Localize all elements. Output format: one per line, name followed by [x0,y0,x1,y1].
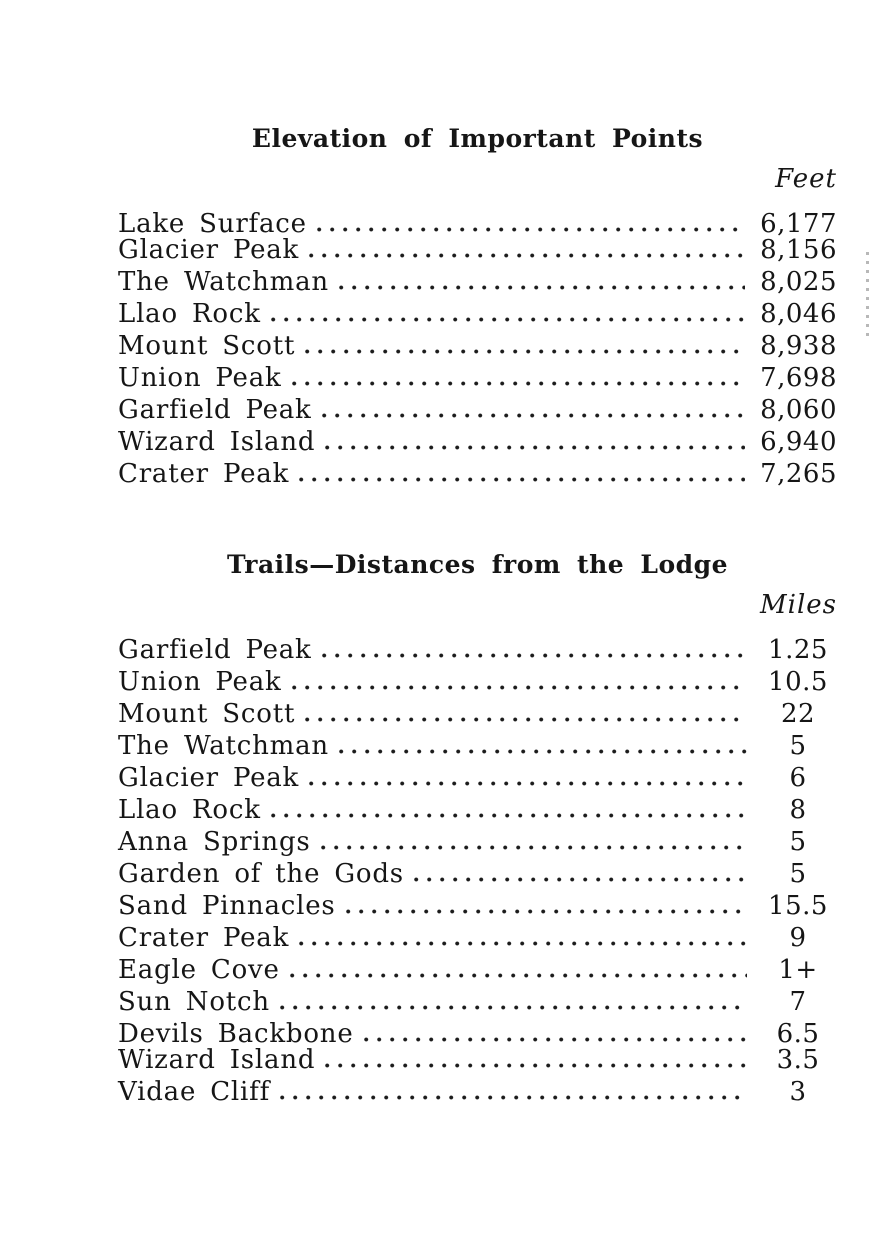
point-value: 8,046 [760,299,837,329]
unit-header-miles: Miles [760,590,837,620]
trail-name: Union Peak [118,667,282,697]
trail-value: 5 [789,731,807,761]
point-name: Glacier Peak [118,235,300,265]
trail-name: Mount Scott [118,699,296,729]
point-name: Wizard Island [118,427,316,457]
trail-value: 7 [789,987,807,1017]
table-row [118,893,837,919]
dot-leader [271,811,747,820]
point-name: Union Peak [118,363,282,393]
trail-value: 5 [789,859,807,889]
point-value: 8,938 [760,331,837,361]
dot-leader [321,843,747,852]
table-row [118,1021,837,1047]
dot-leader [339,283,745,292]
section-elevations [118,125,837,487]
scan-artifact-mark [866,252,869,336]
trail-name: Llao Rock [118,795,261,825]
trail-value: 6 [789,763,807,793]
dot-leader [290,971,747,980]
trail-name: Vidae Cliff [118,1077,271,1107]
table-row [118,1047,837,1073]
trail-name: Eagle Cove [118,955,280,985]
point-name: The Watchman [118,267,329,297]
trail-name: Wizard Island [118,1045,316,1075]
dot-leader [325,1061,747,1070]
unit-header-feet: Feet [775,164,837,194]
table-row [118,957,837,983]
trail-value: 1.25 [768,635,828,665]
trail-name: The Watchman [118,731,329,761]
elevation-table [118,211,837,487]
point-value: 8,156 [760,235,837,265]
trail-value: 5 [789,827,807,857]
point-name: Mount Scott [118,331,296,361]
section-title-elevations: Elevation of Important Points [251,124,704,153]
trail-name: Crater Peak [118,923,290,953]
trails-table [118,637,837,1105]
table-row [118,733,837,759]
table-row [118,237,837,263]
table-row [118,397,837,423]
trail-name: Sun Notch [118,987,270,1017]
point-name: Crater Peak [118,459,290,489]
trail-value: 9 [789,923,807,953]
table-row [118,429,837,455]
dot-leader [280,1003,747,1012]
table-row [118,989,837,1015]
table-row [118,797,837,823]
dot-leader [364,1035,747,1044]
trail-name: Garfield Peak [118,635,312,665]
trail-value: 6.5 [776,1019,820,1049]
trail-name: Sand Pinnacles [118,891,336,921]
trail-value: 8 [789,795,807,825]
dot-leader [322,651,747,660]
point-value: 8,025 [760,267,837,297]
table-row [118,301,837,327]
table-row [118,701,837,727]
table-row [118,269,837,295]
dot-leader [346,907,747,916]
table-row [118,333,837,359]
point-value: 7,698 [760,363,837,393]
table-row [118,1079,837,1105]
trail-name: Anna Springs [118,827,311,857]
table-row [118,637,837,663]
table-row [118,861,837,887]
trail-value: 1+ [778,955,818,985]
table-row [118,211,837,237]
section-trails [118,551,837,1105]
dot-leader [309,251,745,260]
dot-leader [317,225,745,234]
dot-leader [322,411,745,420]
point-value: 7,265 [760,459,837,489]
dot-leader [299,475,745,484]
trail-name: Garden of the Gods [118,859,404,889]
dot-leader [414,875,747,884]
dot-leader [305,347,745,356]
trail-value: 22 [780,699,816,729]
point-name: Llao Rock [118,299,261,329]
table-row [118,765,837,791]
table-row [118,925,837,951]
dot-leader [292,683,747,692]
dot-leader [271,315,745,324]
point-name: Lake Surface [118,209,307,239]
dot-leader [339,747,747,756]
dot-leader [280,1093,747,1102]
trail-name: Devils Backbone [118,1019,354,1049]
point-value: 6,940 [760,427,837,457]
point-value: 8,060 [760,395,837,425]
table-row [118,365,837,391]
table-row [118,829,837,855]
section-title-trails: Trails—Distances from the Lodge [226,550,728,579]
trail-value: 3 [789,1077,807,1107]
trail-value: 3.5 [776,1045,820,1075]
trail-value: 10.5 [768,667,828,697]
trail-value: 15.5 [768,891,828,921]
dot-leader [305,715,747,724]
dot-leader [299,939,747,948]
dot-leader [292,379,745,388]
trail-name: Glacier Peak [118,763,300,793]
point-name: Garfield Peak [118,395,312,425]
table-row [118,461,837,487]
point-value: 6,177 [760,209,837,239]
dot-leader [309,779,747,788]
dot-leader [325,443,745,452]
table-row [118,669,837,695]
